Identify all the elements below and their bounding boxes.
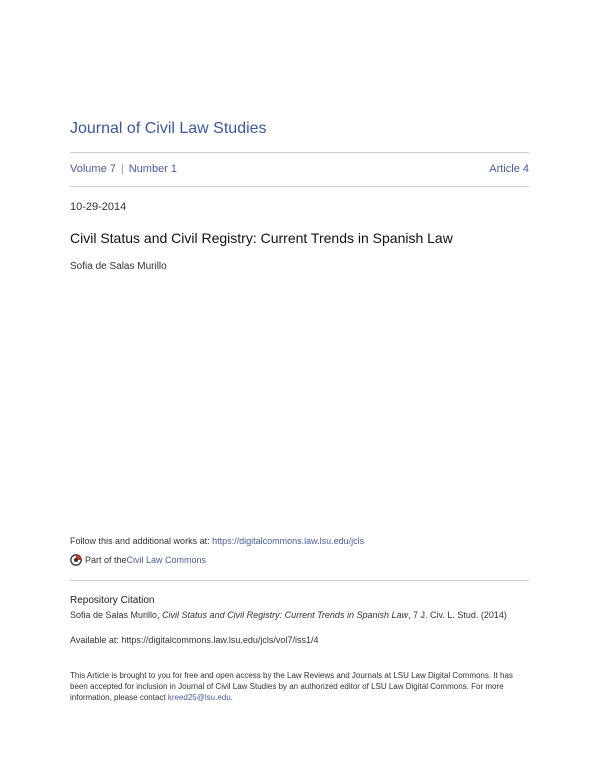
issue-divider	[70, 186, 529, 187]
citation-divider	[70, 580, 529, 581]
follow-line	[70, 536, 364, 546]
available-at-line[interactable]: Available at: https://digitalcommons.law.lsu.edu/jcls/vol7/iss1/4	[70, 635, 319, 645]
citation-title: Civil Status and Civil Registry: Current Trends in Spanish Law	[162, 610, 408, 620]
access-notice	[70, 670, 530, 703]
notice-text: This Article is brought to you for free and open access by the Law Reviews and Journals at LSU Law Digital Commons. It has been accepted for inclusion in Journal of Civil Law Studies by an authorized editor of LSU Law Digital Commons. For more information, please contact	[70, 671, 513, 702]
part-of-prefix: Part of the	[85, 555, 127, 565]
civil-law-commons-link[interactable]: Civil Law Commons	[126, 555, 207, 565]
journal-title-link[interactable]: Journal of Civil Law Studies	[70, 120, 267, 137]
follow-prefix: Follow this and additional works at:	[70, 536, 213, 546]
repository-citation-heading: Repository Citation	[70, 595, 155, 606]
citation-author: Sofia de Salas Murillo,	[70, 610, 163, 620]
publication-date: 10-29-2014	[70, 201, 127, 213]
volume-number-group	[70, 163, 177, 175]
citation-rest: , 7 J. Civ. L. Stud. (2014)	[407, 610, 507, 620]
notice-end: .	[230, 693, 233, 702]
bepress-commons-icon	[70, 554, 82, 566]
top-divider	[70, 152, 529, 153]
volume-link[interactable]: Volume 7	[70, 163, 116, 175]
contact-email-link[interactable]: kreed25@lsu.edu	[167, 693, 231, 702]
part-of-line	[70, 554, 206, 566]
separator: |	[120, 163, 124, 175]
author-name: Sofia de Salas Murillo	[70, 261, 167, 272]
article-number-link[interactable]: Article 4	[489, 163, 529, 175]
repository-citation	[70, 609, 530, 622]
follow-link[interactable]: https://digitalcommons.law.lsu.edu/jcls	[212, 536, 365, 546]
article-title-link[interactable]: Civil Status and Civil Registry: Current Trends in Spanish Law	[70, 230, 453, 246]
number-link[interactable]: Number 1	[128, 163, 178, 175]
